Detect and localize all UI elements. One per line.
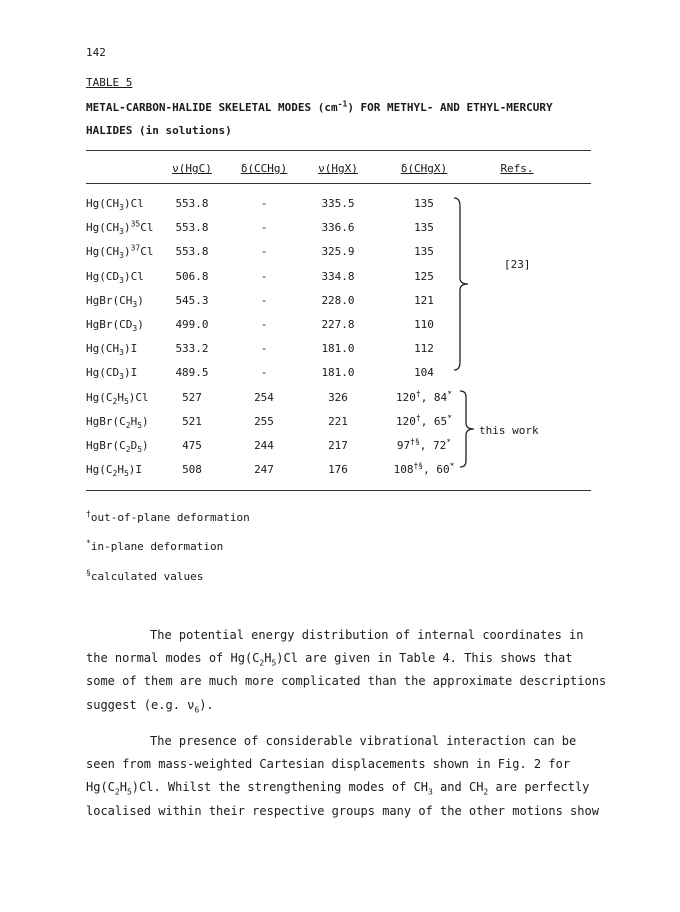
cell-delta-cchg: - xyxy=(260,197,268,210)
cell-delta-chgx: 125 xyxy=(414,269,434,283)
cell-nu-hgc: 521 xyxy=(182,414,202,428)
table-caption-line2: HALIDES (in solutions) xyxy=(86,124,232,137)
paragraph-2-line: The presence of considerable vibrational interaction can be xyxy=(150,734,577,748)
cell-delta-cchg: - xyxy=(260,221,268,235)
cell-nu-hgc: 553.8 xyxy=(175,197,209,210)
cell-nu-hgc: 489.5 xyxy=(175,366,209,380)
cell-nu-hgc: 527 xyxy=(182,390,202,404)
cell-compound: $Hg(CH_3)^{37}Cl$ xyxy=(86,243,154,261)
cell-delta-chgx: 121 xyxy=(414,293,434,307)
footnote-dagger: †out-of-plane deformation xyxy=(86,509,250,524)
paragraph-2-line: seen from mass-weighted Cartesian displacements shown in Fig. 2 for xyxy=(86,757,571,772)
cell-delta-cchg: - xyxy=(260,269,268,283)
cell-delta-chgx: 112 xyxy=(414,342,434,356)
cell-compound: $Hg(CD_3)I$ xyxy=(86,366,138,382)
col-header-delta-chgx: δ(CHgX) xyxy=(400,162,448,175)
cell-nu-hgx: 325.9 xyxy=(321,245,355,259)
cell-nu-hgx: 181.0 xyxy=(321,342,355,356)
cell-nu-hgx: 334.8 xyxy=(321,269,355,283)
cell-compound: $HgBr(CH_3)$ xyxy=(86,293,144,309)
paragraph-1-line: the normal modes of $Hg(C_2H_5)Cl$ are given in Table 4. This shows that xyxy=(86,651,573,668)
cell-delta-chgx: 135 xyxy=(414,245,434,259)
paragraph-2-line: localised within their respective groups many of the other motions show xyxy=(86,803,599,818)
cell-nu-hgx: 326 xyxy=(328,390,348,404)
paragraph-2-line: $Hg(C_2H_5)Cl$. Whilst the strengthening modes of $CH_3$ and $CH_2$ are perfectly xyxy=(86,780,590,797)
cell-delta-cchg: 244 xyxy=(254,439,274,452)
page-number: 142 xyxy=(86,46,106,59)
cell-compound: $HgBr(CD_3)$ xyxy=(86,318,144,334)
refs-group-1: [23] xyxy=(504,258,531,271)
cell-delta-chgx: 135 xyxy=(414,197,434,210)
cell-compound: $Hg(C_2H_5)I$ xyxy=(86,463,143,479)
cell-delta-chgx: 104 xyxy=(414,366,434,380)
cell-nu-hgx: 181.0 xyxy=(321,366,355,380)
cell-nu-hgx: 336.6 xyxy=(321,221,355,235)
cell-delta-cchg: - xyxy=(260,366,268,380)
cell-nu-hgc: 475 xyxy=(182,439,202,452)
brace-group-1 xyxy=(452,196,472,372)
table-top-rule xyxy=(86,150,591,151)
footnote-section: §calculated values xyxy=(86,568,204,583)
refs-group-2: this work xyxy=(479,424,539,437)
table-bottom-rule xyxy=(86,490,591,491)
cell-nu-hgc: 553.8 xyxy=(175,245,209,259)
table-label: TABLE 5 xyxy=(86,76,133,89)
cell-compound: $Hg(C_2H_5)Cl$ xyxy=(86,390,149,406)
cell-delta-cchg: 254 xyxy=(254,390,274,404)
cell-delta-cchg: - xyxy=(260,318,268,331)
cell-nu-hgx: 228.0 xyxy=(321,293,355,307)
col-header-delta-cchg: δ(CCHg) xyxy=(240,162,288,175)
paragraph-1-line: suggest (e.g. $\nu_6$). xyxy=(86,697,214,714)
cell-nu-hgx: 335.5 xyxy=(321,197,355,210)
col-header-nu-hgx: ν(HgX) xyxy=(318,162,358,175)
cell-delta-cchg: - xyxy=(260,245,268,259)
cell-compound: $Hg(CH_3)Cl$ xyxy=(86,197,144,213)
cell-nu-hgc: 506.8 xyxy=(175,269,209,283)
cell-delta-chgx: 135 xyxy=(414,221,434,235)
cell-nu-hgc: 545.3 xyxy=(175,293,209,307)
cell-delta-cchg: 255 xyxy=(254,414,274,428)
cell-nu-hgx: 221 xyxy=(328,414,348,428)
cell-delta-cchg: 247 xyxy=(254,463,274,477)
paragraph-1-line: The potential energy distribution of internal coordinates in xyxy=(150,628,584,642)
cell-nu-hgc: 533.2 xyxy=(175,342,209,356)
cell-delta-cchg: - xyxy=(260,342,268,356)
cell-nu-hgc: 499.0 xyxy=(175,318,209,331)
cell-nu-hgc: 508 xyxy=(182,463,202,477)
cell-nu-hgx: 217 xyxy=(328,439,348,452)
cell-delta-chgx: 110 xyxy=(414,318,434,331)
brace-group-2 xyxy=(458,389,478,469)
col-header-nu-hgc: ν(HgC) xyxy=(172,162,212,175)
cell-nu-hgx: 176 xyxy=(328,463,348,477)
col-header-refs: Refs. xyxy=(500,162,534,175)
cell-delta-chgx: 97†§, 72* xyxy=(396,437,452,452)
cell-compound: $HgBr(C_2H_5)$ xyxy=(86,414,149,430)
footnote-asterisk: *in-plane deformation xyxy=(86,538,224,553)
cell-delta-chgx: 108†§, 60* xyxy=(393,461,455,477)
table-caption-line1: METAL-CARBON-HALIDE SKELETAL MODES $(cm^{-1})$ FOR METHYL- AND ETHYL-MERCURY xyxy=(86,99,553,114)
cell-compound: $Hg(CD_3)Cl$ xyxy=(86,269,144,285)
cell-nu-hgx: 227.8 xyxy=(321,318,355,331)
cell-compound: $Hg(CH_3)^{35}Cl$ xyxy=(86,219,154,237)
cell-delta-cchg: - xyxy=(260,293,268,307)
table-header-rule xyxy=(86,183,591,184)
cell-compound: $Hg(CH_3)I$ xyxy=(86,342,138,358)
cell-nu-hgc: 553.8 xyxy=(175,221,209,235)
paragraph-1-line: some of them are much more complicated than the approximate descriptions xyxy=(86,674,607,689)
cell-delta-chgx: 120†, 65* xyxy=(395,413,453,428)
cell-delta-chgx: 120†, 84* xyxy=(395,388,453,404)
cell-compound: $HgBr(C_2D_5)$ xyxy=(86,439,149,455)
